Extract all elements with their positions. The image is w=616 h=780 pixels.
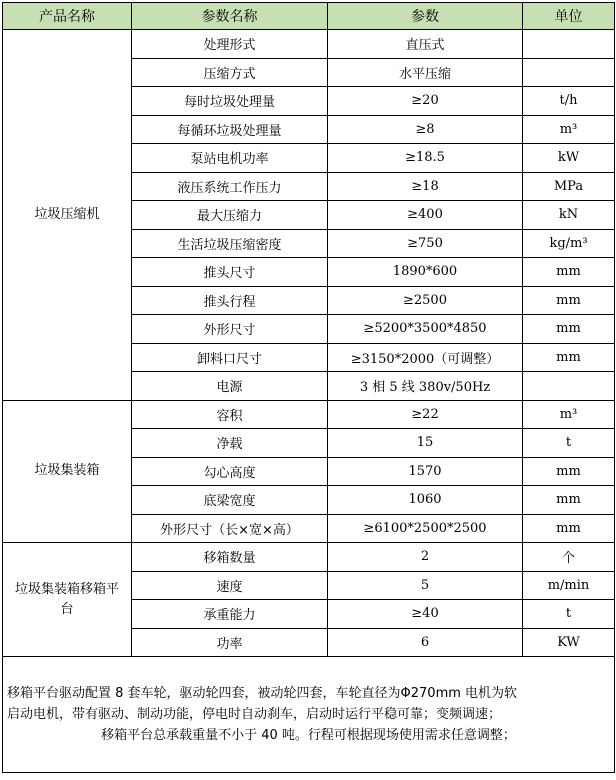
unit-cell: 个 — [523, 543, 615, 572]
param-name-cell: 电源 — [132, 372, 328, 401]
unit-cell — [523, 58, 615, 87]
param-value-cell: ≥40 — [328, 600, 523, 629]
param-name-cell: 勾心高度 — [132, 457, 328, 486]
param-value-cell: 5 — [328, 571, 523, 600]
unit-cell — [523, 372, 615, 401]
param-value-cell: ≥20 — [328, 87, 523, 116]
param-value-cell: 1890*600 — [328, 258, 523, 287]
table-row — [3, 543, 615, 572]
param-value-cell: 3 相 5 线 380v/50Hz — [328, 372, 523, 401]
param-value-cell: 2 — [328, 543, 523, 572]
table-row — [3, 30, 615, 59]
param-name-cell: 推头行程 — [132, 286, 328, 315]
param-value-cell: 6 — [328, 628, 523, 657]
param-value-cell: ≥2500 — [328, 286, 523, 315]
unit-cell: mm — [523, 457, 615, 486]
param-name-cell: 净载 — [132, 429, 328, 458]
spec-body — [3, 30, 615, 657]
param-name-cell: 外形尺寸（长×宽×高） — [132, 514, 328, 543]
param-value-cell: ≥22 — [328, 400, 523, 429]
param-value-cell: ≥400 — [328, 201, 523, 230]
param-name-cell: 液压系统工作压力 — [132, 172, 328, 201]
param-name-cell: 功率 — [132, 628, 328, 657]
product-name-cell: 垃圾压缩机 — [3, 30, 132, 401]
unit-cell: kN — [523, 201, 615, 230]
param-value-cell: ≥5200*3500*4850 — [328, 315, 523, 344]
param-name-cell: 承重能力 — [132, 600, 328, 629]
param-value-cell: ≥18 — [328, 172, 523, 201]
unit-cell — [523, 30, 615, 59]
unit-cell: mm — [523, 486, 615, 515]
note-row — [3, 657, 615, 773]
param-value-cell: 15 — [328, 429, 523, 458]
param-name-cell: 每时垃圾处理量 — [132, 87, 328, 116]
param-name-cell: 外形尺寸 — [132, 315, 328, 344]
param-name-cell: 卸料口尺寸 — [132, 343, 328, 372]
product-name-cell: 垃圾集装箱 — [3, 400, 132, 543]
param-name-cell: 生活垃圾压缩密度 — [132, 229, 328, 258]
unit-cell: m³ — [523, 400, 615, 429]
unit-cell: kg/m³ — [523, 229, 615, 258]
note-line-3: 移箱平台总承载重量不小于 40 吨。行程可根据现场使用需求任意调整； — [101, 728, 516, 743]
param-name-cell: 每循环垃圾处理量 — [132, 115, 328, 144]
unit-cell: t — [523, 600, 615, 629]
param-value-cell: 水平压缩 — [328, 58, 523, 87]
unit-cell: mm — [523, 315, 615, 344]
header-param-name: 参数名称 — [132, 3, 328, 30]
param-value-cell: 1060 — [328, 486, 523, 515]
unit-cell: t/h — [523, 87, 615, 116]
param-name-cell: 移箱数量 — [132, 543, 328, 572]
param-value-cell: 1570 — [328, 457, 523, 486]
param-value-cell: ≥6100*2500*2500 — [328, 514, 523, 543]
unit-cell: kW — [523, 144, 615, 173]
unit-cell: m³ — [523, 115, 615, 144]
param-value-cell: 直压式 — [328, 30, 523, 59]
unit-cell: mm — [523, 258, 615, 287]
unit-cell: mm — [523, 343, 615, 372]
param-name-cell: 压缩方式 — [132, 58, 328, 87]
unit-cell: mm — [523, 286, 615, 315]
unit-cell: mm — [523, 514, 615, 543]
note-cell — [3, 657, 615, 773]
note-line-1: 移箱平台驱动配置 8 套车轮，驱动轮四套，被动轮四套，车轮直径为Φ270mm 电机为软 — [7, 686, 518, 701]
table-row — [3, 400, 615, 429]
param-name-cell: 容积 — [132, 400, 328, 429]
param-value-cell: ≥750 — [328, 229, 523, 258]
unit-cell: KW — [523, 628, 615, 657]
product-name-cell: 垃圾集装箱移箱平台 — [3, 543, 132, 657]
param-name-cell: 底梁宽度 — [132, 486, 328, 515]
param-name-cell: 最大压缩力 — [132, 201, 328, 230]
unit-cell: MPa — [523, 172, 615, 201]
header-row — [3, 3, 615, 30]
param-value-cell: ≥18.5 — [328, 144, 523, 173]
param-value-cell: ≥8 — [328, 115, 523, 144]
note-line-2: 启动电机，带有驱动、制动功能，停电时自动刹车，启动时运行平稳可靠；变频调速； — [7, 707, 502, 722]
header-product-name: 产品名称 — [3, 3, 132, 30]
param-value-cell: ≥3150*2000（可调整） — [328, 343, 523, 372]
param-name-cell: 速度 — [132, 571, 328, 600]
spec-table — [2, 2, 615, 773]
param-name-cell: 推头尺寸 — [132, 258, 328, 287]
unit-cell: m/min — [523, 571, 615, 600]
param-name-cell: 泵站电机功率 — [132, 144, 328, 173]
param-name-cell: 处理形式 — [132, 30, 328, 59]
header-param-value: 参数 — [328, 3, 523, 30]
header-unit: 单位 — [523, 3, 615, 30]
unit-cell: t — [523, 429, 615, 458]
